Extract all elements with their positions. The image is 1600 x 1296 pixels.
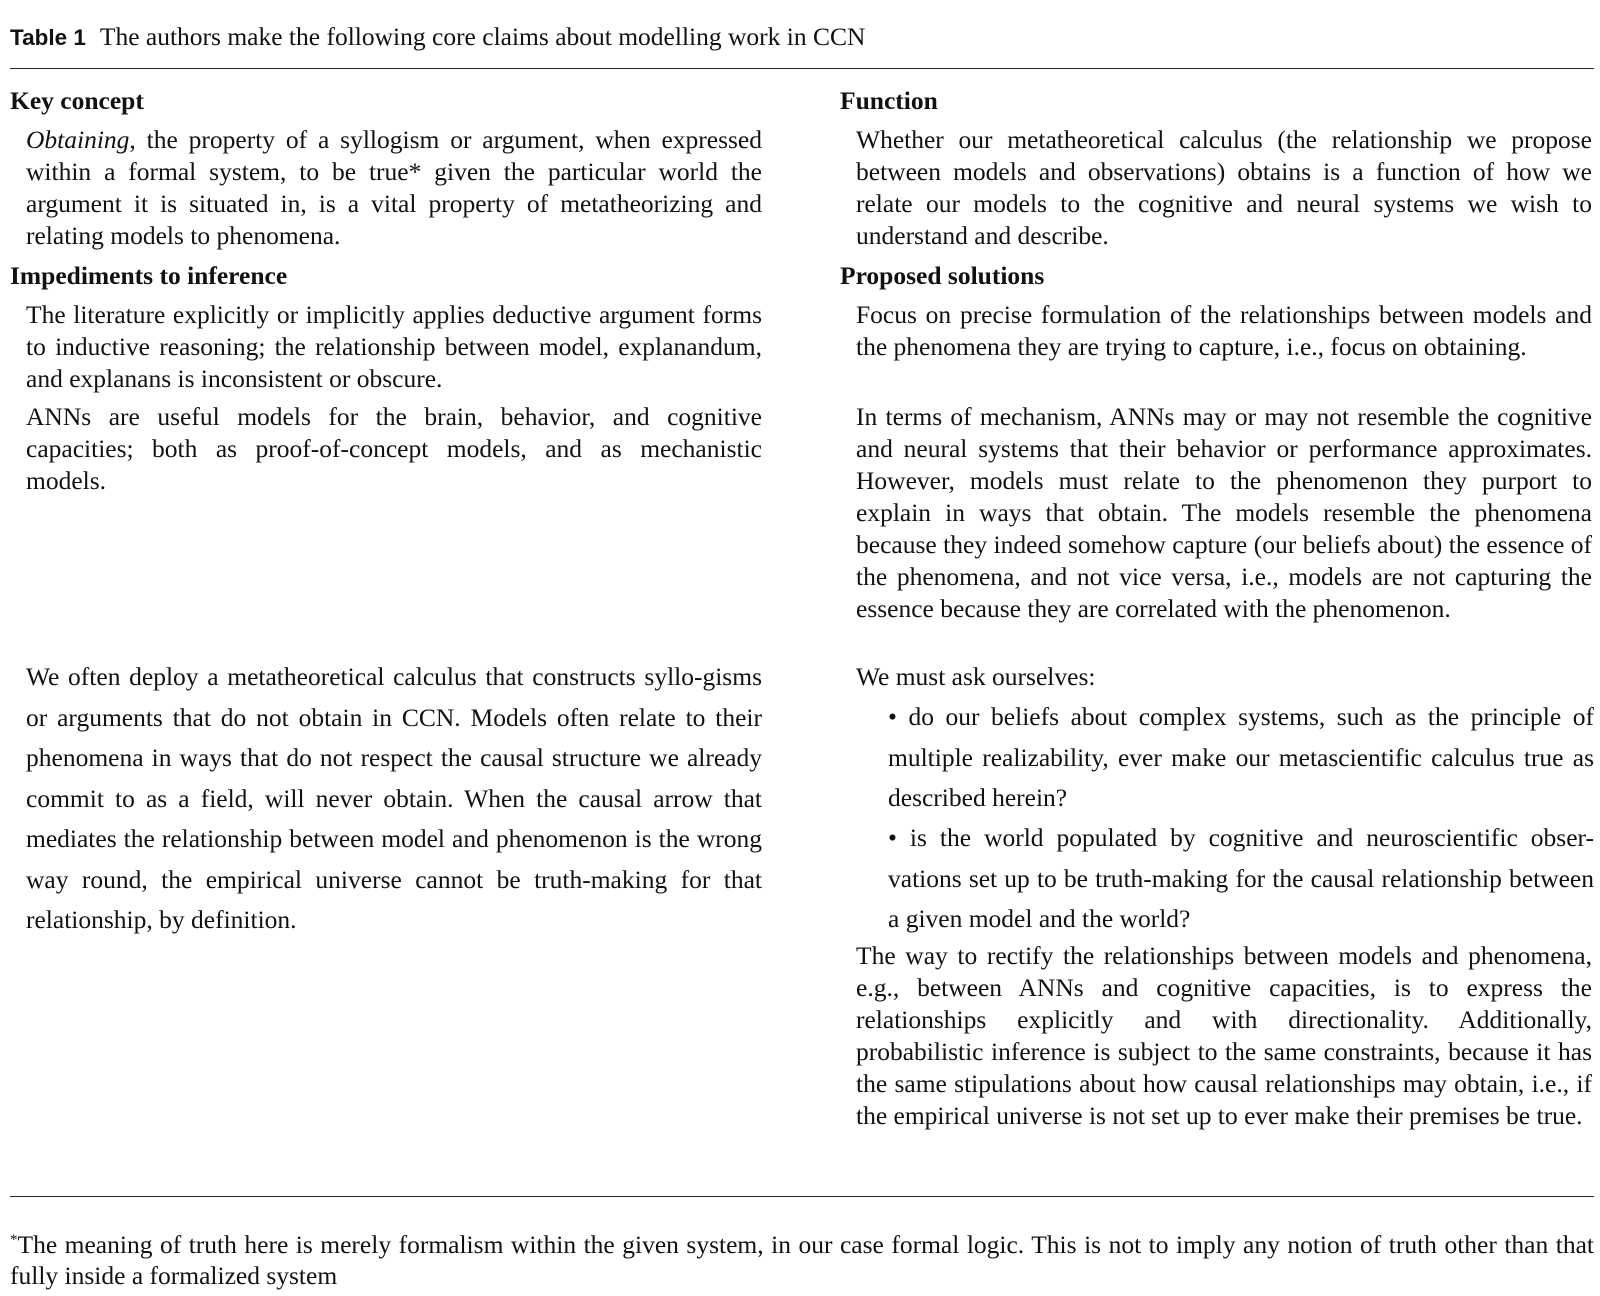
function-text: Whether our metatheoretical calculus (the relationship we propose between models and observations) obtains is a function of how we relate our models to the cognitive and neural systems we wish to understand and describe.	[856, 125, 1592, 250]
header-function: Function	[840, 86, 938, 115]
footnote-text: The meaning of truth here is merely formalism within the given system, in our case formal logic. This is not to imply any notion of truth other than that fully inside a formalized system	[10, 1230, 1594, 1290]
table-caption-text: The authors make the following core claims about modelling work in CCN	[99, 22, 866, 51]
header-impediments: Impediments to inference	[10, 261, 288, 290]
key-concept-term: Obtaining	[26, 125, 130, 154]
solution-3-intro: We must ask ourselves:	[856, 662, 1096, 691]
key-concept-body: , the property of a syllogism or argument, when expressed within a formal system, to be true* given the particular world the argument it is situated in, is a vital property of metatheorizing and relating models to phenomena.	[26, 125, 762, 250]
footnote-mark: *	[10, 1232, 18, 1248]
table-label: Table 1	[10, 25, 86, 50]
table-top-rule	[10, 68, 1594, 69]
key-concept-text	[26, 124, 762, 252]
table-page	[10, 0, 1594, 1296]
table-caption	[10, 22, 865, 52]
solution-3-bullet-1: • do our beliefs about complex systems, such as the principle of multiple realizability, ever make our metascientific calculus true as described herein?	[888, 702, 1594, 812]
header-solutions: Proposed solutions	[840, 261, 1045, 290]
header-key-concept: Key concept	[10, 86, 144, 115]
impediment-1: The literature explicitly or implicitly applies deductive argument forms to inductive reasoning; the relationship between model, explanandum, and explanans is inconsistent or obscure.	[26, 300, 762, 393]
solution-3: The way to rectify the relationships between models and phenomena, e.g., between ANNs and cognitive capacities, is to express the relationships explicitly and with directionality. Additionally, probabilistic inference is subject to the same constraints, because it has the same stipulations about how causal relationships may obtain, i.e., if the empirical universe is not set up to ever make their premises be true.	[856, 941, 1592, 1130]
solution-2: In terms of mechanism, ANNs may or may not resemble the cognitive and neural systems that their behavior or performance approximates. However, models must relate to the phenomenon they purport to explain in ways that obtain. The models resemble the phenomena because they indeed somehow capture (our beliefs about) the essence of the phenomena, and not vice versa, i.e., models are not capturing the essence because they are correlated with the phenomenon.	[856, 402, 1592, 623]
table-bottom-rule	[10, 1196, 1594, 1197]
table-footnote	[10, 1229, 1594, 1291]
solution-3-bullet-2: • is the world populated by cognitive and neuroscientific obser-vations set up to be truth-making for the causal relationship between a given model and the world?	[888, 823, 1594, 933]
impediment-3: We often deploy a metatheoretical calculus that constructs syllo-gisms or arguments that do not obtain in CCN. Models often relate to their phenomena in ways that do not respect the causal structure we already commit to as a field, will never obtain. When the causal arrow that mediates the relationship between model and phenomenon is the wrong way round, the empirical universe cannot be truth-making for that relationship, by definition.	[26, 662, 762, 934]
solution-1: Focus on precise formulation of the relationships between models and the phenomena they are trying to capture, i.e., focus on obtaining.	[856, 300, 1592, 361]
impediment-2: ANNs are useful models for the brain, behavior, and cognitive capacities; both as proof-of-concept models, and as mechanistic models.	[26, 402, 762, 495]
